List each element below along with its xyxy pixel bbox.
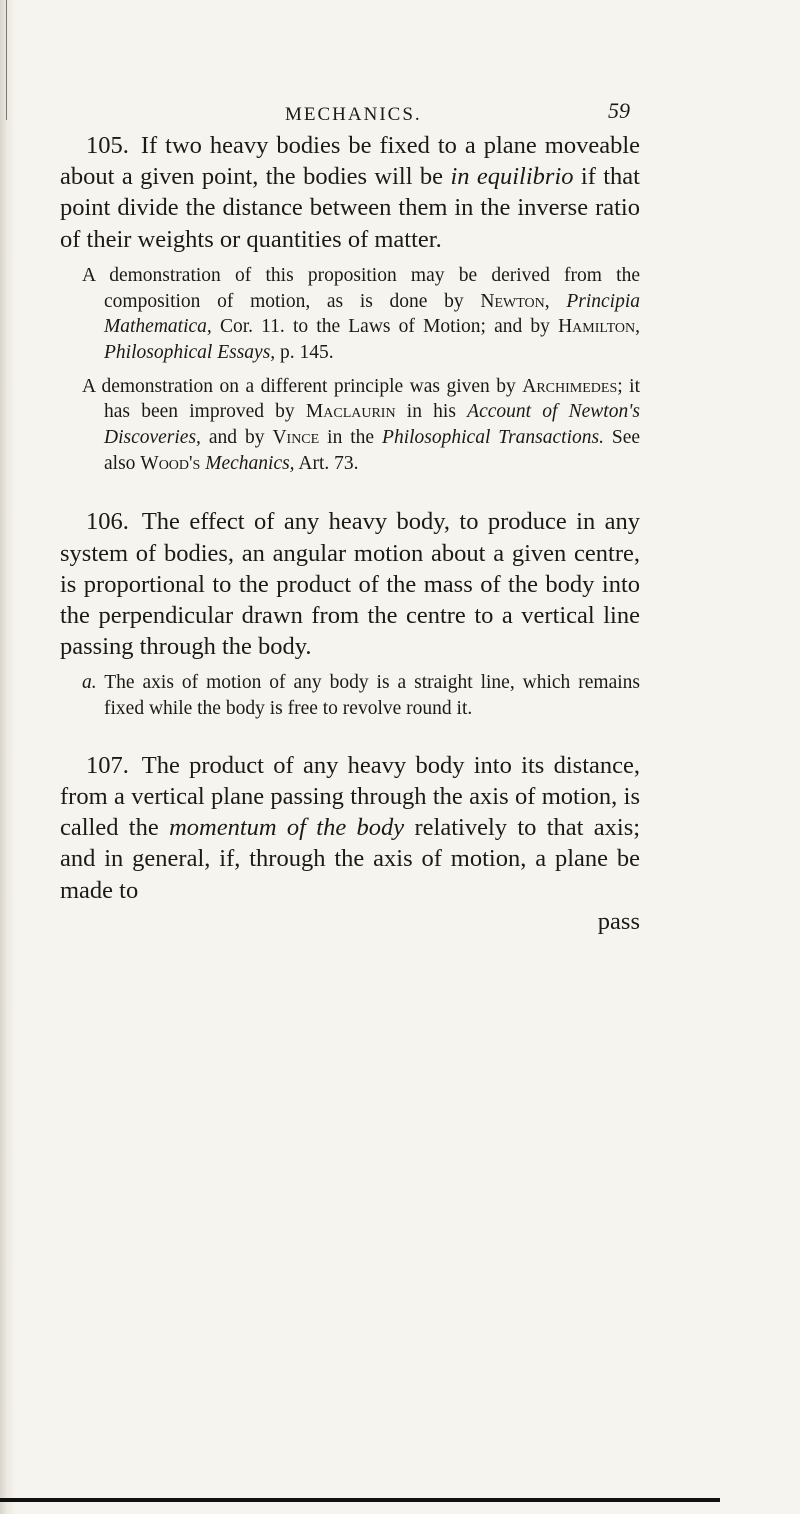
italic-term: momentum of the body — [169, 814, 405, 842]
book-title: Philosophical Essays, — [104, 341, 276, 363]
author-name: Wood's — [140, 452, 201, 474]
paragraph-number: 105. — [86, 132, 129, 159]
author-name: Newton, — [480, 290, 550, 312]
paragraph-107 — [60, 750, 640, 906]
note-text: See also — [104, 427, 641, 474]
book-title: Philosophical Transactions. — [382, 427, 604, 449]
author-name: Hamilton, — [558, 316, 641, 338]
note-text: Cor. 11. to the Laws of Motion; and by — [219, 316, 550, 338]
note-text: Art. 73. — [298, 452, 359, 474]
note-text: The axis of motion of any body is a straight line, which remains fixed while the body is free to revolve round it. — [104, 672, 640, 720]
note-text: it has been improved by — [104, 375, 640, 423]
note-text: in his — [406, 401, 456, 423]
note-text: A demonstration of this proposition may be derived from the composition of motion, as is done by — [82, 264, 640, 312]
paragraph-text: The product of any heavy body into its distance, from a vertical plane passing through the axis of motion, is called the — [60, 751, 640, 842]
paragraph-105 — [60, 130, 640, 255]
page-body — [60, 130, 640, 937]
paragraph-106 — [60, 506, 640, 662]
page-edge-line — [6, 0, 7, 120]
note-text: p. 145. — [280, 341, 334, 363]
page-number: 59 — [608, 98, 630, 123]
note-label: a. — [82, 672, 97, 694]
running-title: MECHANICS. — [285, 104, 422, 125]
paragraph-text: if that point divide the distance between them in the inverse ratio of their weights or quantities of matter. — [60, 163, 640, 253]
page-edge-shadow — [0, 0, 16, 1514]
paragraph-number: 107. — [86, 751, 129, 779]
paragraph-text: If two heavy bodies be fixed to a plane moveable about a given point, the bodies will be — [60, 132, 641, 191]
paragraph-number: 106. — [86, 508, 129, 536]
note-axis-of-motion — [82, 670, 640, 721]
catchword: pass — [597, 907, 640, 935]
note-text: in the — [327, 427, 375, 449]
running-head — [60, 88, 630, 124]
note-text: A demonstration on a different principle was given by — [82, 375, 516, 397]
page-bottom-edge — [0, 1498, 720, 1502]
paragraph-text: relatively to that axis; and in general, if, through the axis of motion, a plane be made to — [60, 814, 641, 904]
author-name: Maclaurin — [305, 401, 396, 423]
italic-term: in equilibrio — [450, 163, 574, 191]
book-title: Mechanics, — [205, 452, 295, 474]
note-demonstration-2 — [82, 374, 640, 477]
paragraph-text: The effect of any heavy body, to produce in any system of bodies, an angular motion about a given centre, is proportional to the product of the mass of the body into the perpendicular drawn from the centre to a vertical line passing through the body. — [60, 508, 640, 661]
note-text: and by — [208, 427, 265, 449]
note-demonstration-1 — [82, 263, 640, 366]
author-name: Vince — [272, 427, 320, 449]
book-title: Account of Newton's Discoveries, — [104, 401, 640, 449]
author-name: Archimedes; — [522, 375, 623, 397]
book-title: Principia Mathematica, — [104, 290, 640, 338]
